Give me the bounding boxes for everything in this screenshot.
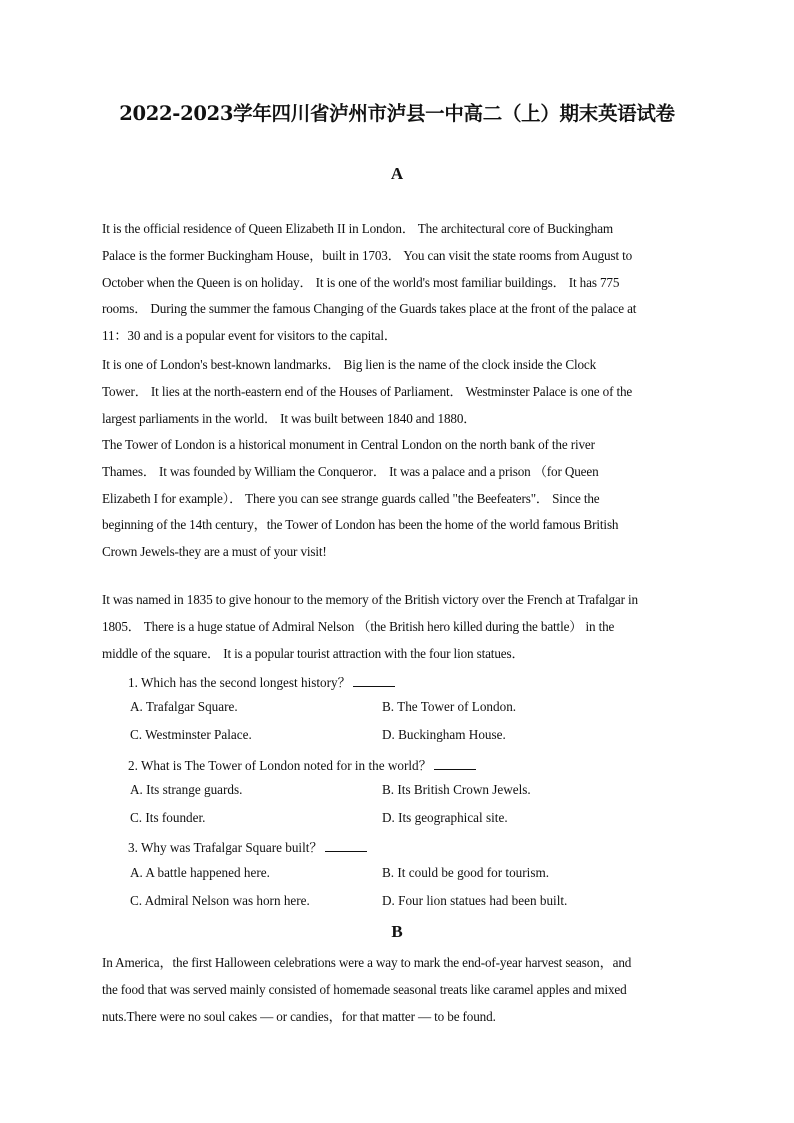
section-a-heading: A	[390, 164, 404, 183]
text-line: 1805． There is a huge statue of Admiral Nelson （the British hero killed during the battle） in the	[102, 618, 615, 634]
option-d: D. Buckingham House.	[382, 727, 506, 742]
text-line: nuts.There were no soul cakes — or candies，for that matter — to be found.	[102, 1008, 496, 1024]
question-2	[128, 755, 476, 774]
question-3	[128, 837, 367, 856]
passage-a-paragraph-3	[102, 432, 694, 566]
passage-a-paragraph-4	[102, 587, 694, 667]
option-b: B. It could be good for tourism.	[382, 865, 550, 880]
text-line: Thames． It was founded by William the Conqueror． It was a palace and a prison （for Queen	[102, 463, 599, 479]
option-c: C. Its founder.	[130, 810, 206, 825]
option-c: C. Westminster Palace.	[130, 727, 252, 742]
text-line: The Tower of London is a historical monument in Central London on the north bank of the river	[102, 437, 595, 452]
text-line: Tower． It lies at the north-eastern end of the Houses of Parliament． Westminster Palace is one of the	[102, 383, 633, 399]
option-a: A. Its strange guards.	[130, 782, 243, 797]
text-line: It was named in 1835 to give honour to the memory of the British victory over the French at Trafalgar in	[102, 592, 638, 607]
answer-blank[interactable]	[434, 757, 476, 770]
answer-blank[interactable]	[325, 839, 367, 852]
question-stem: 1. Which has the second longest history？	[128, 675, 351, 690]
question-1	[128, 672, 395, 691]
text-line: rooms． During the summer the famous Changing of the Guards takes place at the front of the palace at	[102, 301, 637, 317]
text-line: It is one of London's best-known landmarks． Big lien is the name of the clock inside the Clock	[102, 357, 597, 372]
option-a: A. A battle happened here.	[130, 865, 270, 880]
option-b: B. Its British Crown Jewels.	[382, 782, 531, 797]
passage-a-paragraph-2	[102, 352, 694, 432]
option-b: B. The Tower of London.	[382, 699, 517, 714]
text-line: October when the Queen is on holiday． It is one of the world's most familiar buildings． It has 775	[102, 274, 620, 290]
text-line: the food that was served mainly consisted of homemade seasonal treats like caramel apples and mixed	[102, 981, 627, 997]
text-line: beginning of the 14th century，the Tower of London has been the home of the world famous British	[102, 517, 619, 533]
text-line: middle of the square． It is a popular tourist attraction with the four lion statues．	[102, 645, 525, 661]
text-line: Crown Jewels-they are a must of your visit!	[102, 544, 327, 560]
text-line: Elizabeth I for example）． There you can see strange guards called "the Beefeaters"． Since the	[102, 490, 600, 506]
text-line: 11：30 and is a popular event for visitors to the capital．	[102, 328, 397, 344]
answer-blank[interactable]	[353, 674, 395, 687]
text-line: largest parliaments in the world． It was built between 1840 and 1880．	[102, 410, 477, 426]
section-b-heading: B	[391, 922, 403, 941]
text-line: Palace is the former Buckingham House，built in 1703． You can visit the state rooms from August to	[102, 247, 633, 263]
option-a: A. Trafalgar Square.	[130, 699, 238, 714]
exam-title: 2022-2023学年四川省泸州市泸县一中高二（上）期末英语试卷	[119, 102, 675, 125]
option-c: C. Admiral Nelson was horn here.	[130, 893, 310, 908]
passage-b-paragraph-1	[102, 950, 694, 1030]
question-stem: 3. Why was Trafalgar Square built？	[128, 840, 323, 855]
option-d: D. Its geographical site.	[382, 810, 508, 825]
question-stem: 2. What is The Tower of London noted for in the world？	[128, 758, 432, 773]
text-line: It is the official residence of Queen Elizabeth II in London． The architectural core of Buckingham	[102, 221, 614, 236]
option-d: D. Four lion statues had been built.	[382, 893, 568, 908]
text-line: In America，the first Halloween celebrations were a way to mark the end-of-year harvest season，and	[102, 955, 632, 970]
passage-a-paragraph-1	[102, 216, 694, 350]
